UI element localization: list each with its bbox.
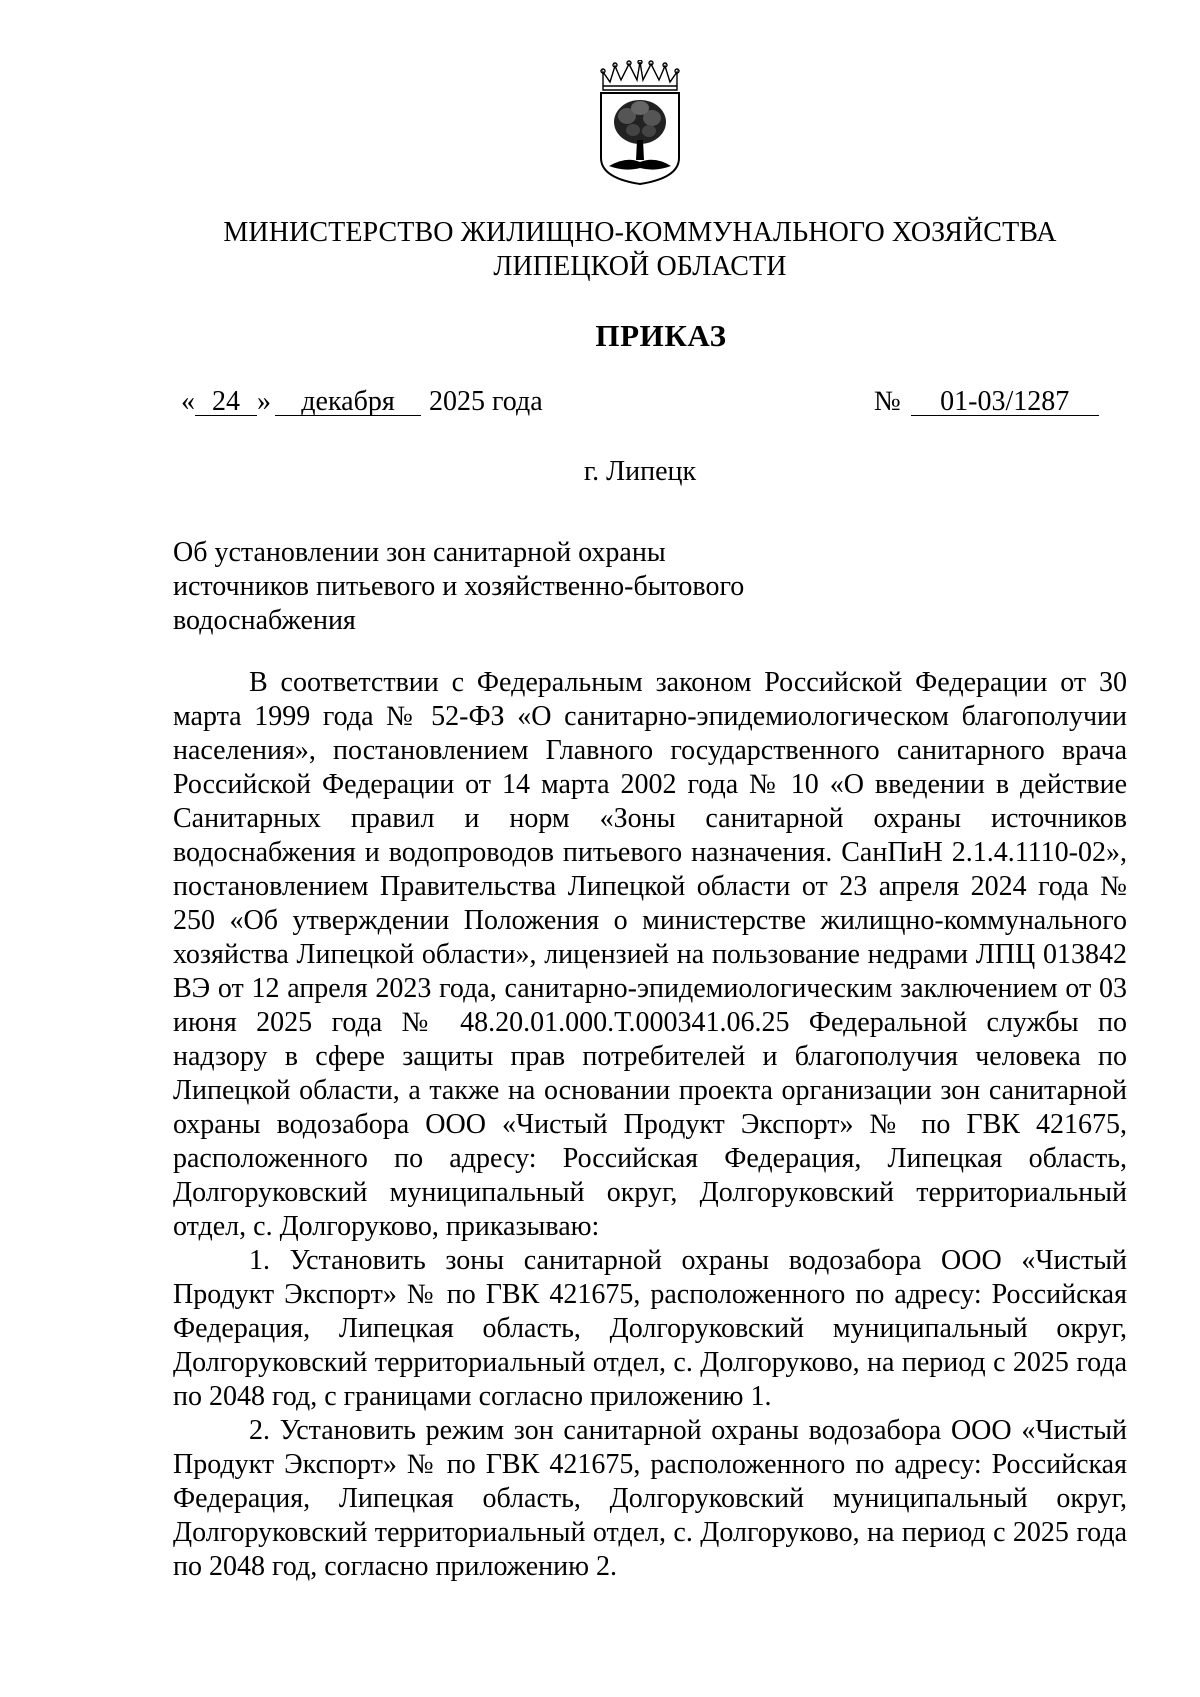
- preamble-paragraph: В соответствии с Федеральным законом Российской Федерации от 30 марта 1999 года № 52-ФЗ «О санитарно-эпидемиологическом благополучии населения», постановлением Главного государственного санитарного врача Российской Федерации от 14 марта 2002 года № 10 «О введении в действие Санитарных правил и норм «Зоны санитарной охраны источников водоснабжения и водопроводов питьевого назначения. СанПиН 2.1.4.1110-02», постановлением Правительства Липецкой области от 23 апреля 2024 года № 250 «Об утверждении Положения о министерстве жилищно-коммунального хозяйства Липецкой области», лицензией на пользование недрами ЛПЦ 013842 ВЭ от 12 апреля 2023 года, санитарно-эпидемиологическим заключением от 03 июня 2025 года № 48.20.01.000.Т.000341.06.25 Федеральной службы по надзору в сфере защиты прав потребителей и благополучия человека по Липецкой области, а также на основании проекта организации зон санитарной охраны водозабора ООО «Чистый Продукт Экспорт» № по ГВК 421675, расположенного по адресу: Российская Федерация, Липецкая область, Долгоруковский муниципальный округ, Долгоруковский территориальный отдел, с. Долгоруково, приказываю:: [173, 667, 1127, 1242]
- order-item-1: 1. Установить зоны санитарной охраны водозабора ООО «Чистый Продукт Экспорт» № по ГВК 421675, расположенного по адресу: Российская Федерация, Липецкая область, Долгоруковский муниципальный округ, Долгоруковский территориальный отдел, с. Долгоруково, на период с 2025 года по 2048 год, с границами согласно приложению 1.: [173, 1245, 1127, 1412]
- document-subject: [173, 536, 744, 638]
- document-date: [181, 386, 543, 418]
- document-number: [874, 386, 1099, 418]
- subject-line-3: водоснабжения: [173, 605, 356, 636]
- ministry-name-line-1: МИНИСТЕРСТВО ЖИЛИЩНО-КОММУНАЛЬНОГО ХОЗЯЙСТВА: [223, 217, 1057, 248]
- document-type-title: ПРИКАЗ: [595, 318, 727, 353]
- document-body: [173, 666, 1127, 1584]
- date-year: 2025 года: [429, 386, 543, 417]
- date-close-quote: »: [257, 386, 271, 417]
- ministry-name: [0, 216, 1200, 284]
- number-sign: №: [874, 386, 901, 417]
- number-value: 01-03/1287: [911, 389, 1099, 416]
- ministry-name-line-2: ЛИПЕЦКОЙ ОБЛАСТИ: [493, 251, 787, 282]
- coat-of-arms-icon: [597, 60, 683, 185]
- subject-line-2: источников питьевого и хозяйственно-бытового: [173, 571, 745, 602]
- date-day: 24: [195, 389, 257, 416]
- subject-line-1: Об установлении зон санитарной охраны: [173, 537, 666, 568]
- date-month: декабря: [275, 389, 421, 416]
- date-open-quote: «: [181, 386, 195, 417]
- order-item-2: 2. Установить режим зон санитарной охраны водозабора ООО «Чистый Продукт Экспорт» № по ГВК 421675, расположенного по адресу: Российская Федерация, Липецкая область, Долгоруковский муниципальный округ, Долгоруковский территориальный отдел, с. Долгоруково, на период с 2025 года по 2048 год, согласно приложению 2.: [173, 1415, 1127, 1582]
- city-name: г. Липецк: [583, 456, 697, 487]
